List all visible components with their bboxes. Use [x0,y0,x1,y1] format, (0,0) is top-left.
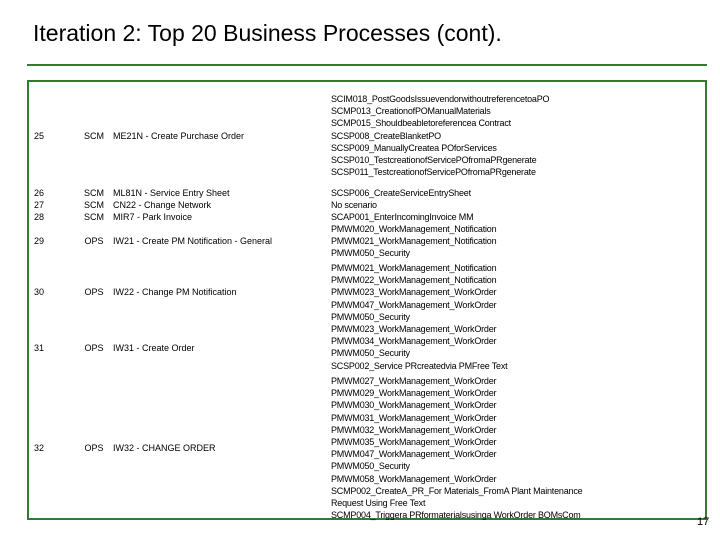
table-row [29,211,705,223]
scenario-line: SCSP008_CreateBlanketPO [331,130,441,141]
scenario-line: SCSP011_TestcreationofServicePOfromaPRgenerate [331,167,536,178]
table-row [29,187,705,199]
table-row [29,323,705,373]
scenario-line: PMWM058_WorkManagement_WorkOrder [331,473,497,484]
scenario-line: PMWM029_WorkManagement_WorkOrder [331,388,497,399]
row-transaction: IW31 - Create Order [113,342,195,353]
scenario-line: PMWM020_WorkManagement_Notification [331,224,497,234]
scenario-line: PMWM050_Security [331,348,410,359]
scenario-line: Request Using Free Text [331,498,426,509]
row-number: 27 [34,200,45,210]
table-row [29,262,705,323]
row-scenarios [331,199,377,211]
row-scenarios [331,223,496,260]
scenario-line: SCSP002_Service PRcreatedvia PMFree Text [331,360,508,371]
row-scenarios [331,375,582,521]
page-number: 17 [697,516,710,528]
scenario-line: PMWM030_WorkManagement_WorkOrder [331,400,497,411]
table-row [29,88,705,184]
page-title: Iteration 2: Top 20 Business Processes (cont). [33,20,502,46]
scenario-line: SCIM018_PostGoodsIssuevendorwithoutreferencetoaPO [331,94,550,104]
scenario-line: SCMP002_CreateA_PR_For Materials_FromA Plant Maintenance [331,485,583,496]
table-row [29,375,705,521]
row-area: SCM [84,200,104,210]
scenario-line: SCMP015_Shouldbeabletoreferencea Contract [331,118,511,129]
scenario-line: SCMP004_Triggera PRformaterialsusinga WorkOrder BOMsCom [331,510,581,521]
scenario-line: PMWM023_WorkManagement_WorkOrder [331,287,497,298]
scenario-line: SCSP010_TestcreationofServicePOfromaPRgenerate [331,155,537,166]
row-transaction: ME21N - Create Purchase Order [113,130,245,141]
row-area: OPS [84,287,104,298]
row-transaction: IW21 - Create PM Notification - General [113,236,273,247]
scenario-line: PMWM031_WorkManagement_WorkOrder [331,412,497,423]
title-divider [27,64,707,66]
row-scenarios [331,187,471,199]
row-area: SCM [84,130,104,141]
scenario-line: SCSP006_CreateServiceEntrySheet [331,188,471,198]
row-transaction: ML81N - Service Entry Sheet [113,188,230,198]
scenario-line: PMWM050_Security [331,248,410,259]
table-row [29,223,705,260]
row-area: SCM [84,212,104,222]
scenario-line: PMWM032_WorkManagement_WorkOrder [331,424,497,435]
scenario-line: PMWM023_WorkManagement_WorkOrder [331,324,497,334]
row-area: OPS [84,236,104,247]
scenario-line: SCMP013_CreationofPOManualMaterials [331,106,491,117]
row-number: 32 [34,442,45,453]
row-scenarios [331,262,496,323]
row-area: SCM [84,188,104,198]
row-transaction: MIR7 - Park Invoice [113,212,193,222]
row-scenarios [331,93,549,178]
scenario-line: SCSP009_ManuallyCreatea POforServices [331,142,497,153]
scenario-line: PMWM027_WorkManagement_WorkOrder [331,376,497,386]
scenario-line: PMWM022_WorkManagement_Notification [331,275,497,286]
row-area: OPS [84,342,104,353]
row-number: 31 [34,342,45,353]
scenario-line: PMWM035_WorkManagement_WorkOrder [331,437,497,448]
scenario-line: PMWM050_Security [331,311,410,322]
scenario-line: PMWM021_WorkManagement_Notification [331,236,497,247]
row-number: 28 [34,212,45,222]
row-number: 25 [34,130,45,141]
scenario-line: PMWM047_WorkManagement_WorkOrder [331,299,497,310]
scenario-line: SCAP001_EnterIncomingInvoice MM [331,212,474,222]
scenario-line: PMWM021_WorkManagement_Notification [331,263,497,273]
row-transaction: IW32 - CHANGE ORDER [113,442,216,453]
row-number: 26 [34,188,45,198]
row-number: 30 [34,287,45,298]
row-area: OPS [84,442,104,453]
row-transaction: CN22 - Change Network [113,200,212,210]
table-row [29,199,705,211]
scenario-line: PMWM034_WorkManagement_WorkOrder [331,336,497,347]
row-transaction: IW22 - Change PM Notification [113,287,237,298]
scenario-line: PMWM050_Security [331,461,410,472]
row-scenarios [331,211,473,223]
scenario-line: PMWM047_WorkManagement_WorkOrder [331,449,497,460]
row-number: 29 [34,236,45,247]
row-scenarios [331,323,507,372]
process-table [27,80,707,520]
scenario-line: No scenario [331,200,377,210]
